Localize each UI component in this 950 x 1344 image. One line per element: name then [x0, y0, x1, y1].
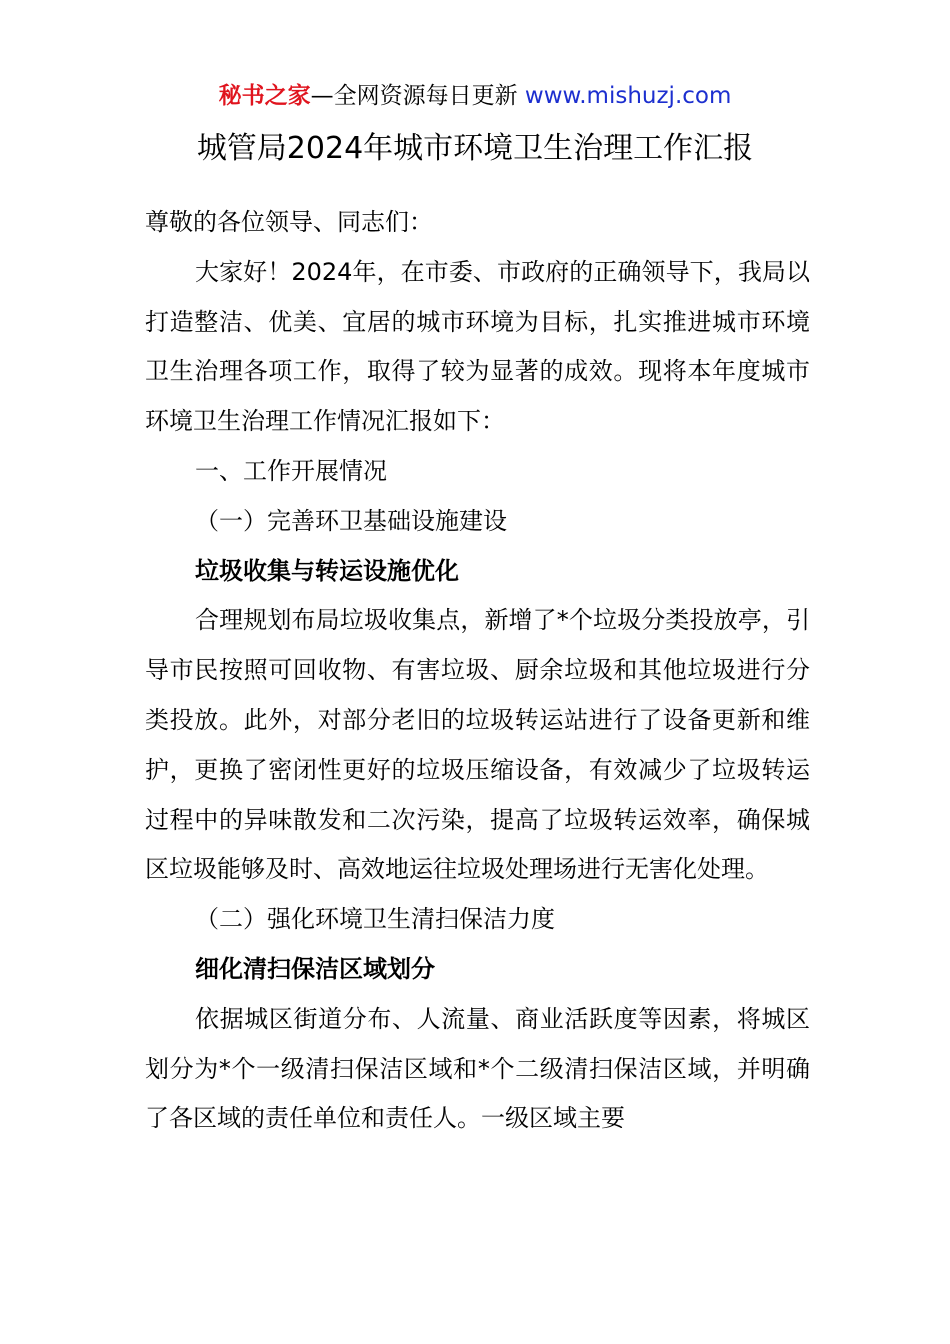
header-tagline: —全网资源每日更新 — [310, 83, 518, 109]
body-paragraph: 合理规划布局垃圾收集点，新增了*个垃圾分类投放亭，引导市民按照可回收物、有害垃圾、厨余垃圾和其他垃圾进行分类投放。此外，对部分老旧的垃圾转运站进行了设备更新和维护，更换了密闭性更好的垃圾压缩设备，有效减少了垃圾转运过程中的异味散发和二次污染，提高了垃圾转运效率，确保城区垃圾能够及时、高效地运往垃圾处理场进行无害化处理。 — [145, 606, 810, 884]
document-body — [145, 198, 810, 1144]
section-heading: 一、工作开展情况 — [195, 456, 387, 485]
header-url-link[interactable]: www.mishuzj.com — [524, 83, 732, 109]
body-paragraph: 依据城区街道分布、人流量、商业活跃度等因素，将城区划分为*个一级清扫保洁区域和*个二级清扫保洁区域，并明确了各区域的责任单位和责任人。一级区域主要 — [145, 1004, 810, 1133]
bold-subheading: 细化清扫保洁区域划分 — [195, 954, 435, 983]
subsection-heading: （二）强化环境卫生清扫保洁力度 — [195, 905, 555, 934]
brand-name: 秘书之家 — [218, 83, 311, 109]
intro-paragraph: 大家好！2024年，在市委、市政府的正确领导下，我局以打造整洁、优美、宜居的城市环境为目标，扎实推进城市环境卫生治理各项工作，取得了较为显著的成效。现将本年度城市环境卫生治理工作情况汇报如下： — [145, 257, 810, 436]
salutation: 尊敬的各位领导、同志们： — [145, 208, 433, 236]
watermark-header — [0, 80, 950, 112]
subsection-heading: （一）完善环卫基础设施建设 — [195, 506, 507, 535]
bold-subheading: 垃圾收集与转运设施优化 — [195, 556, 459, 585]
document-title: 城管局2024年城市环境卫生治理工作汇报 — [196, 131, 754, 166]
